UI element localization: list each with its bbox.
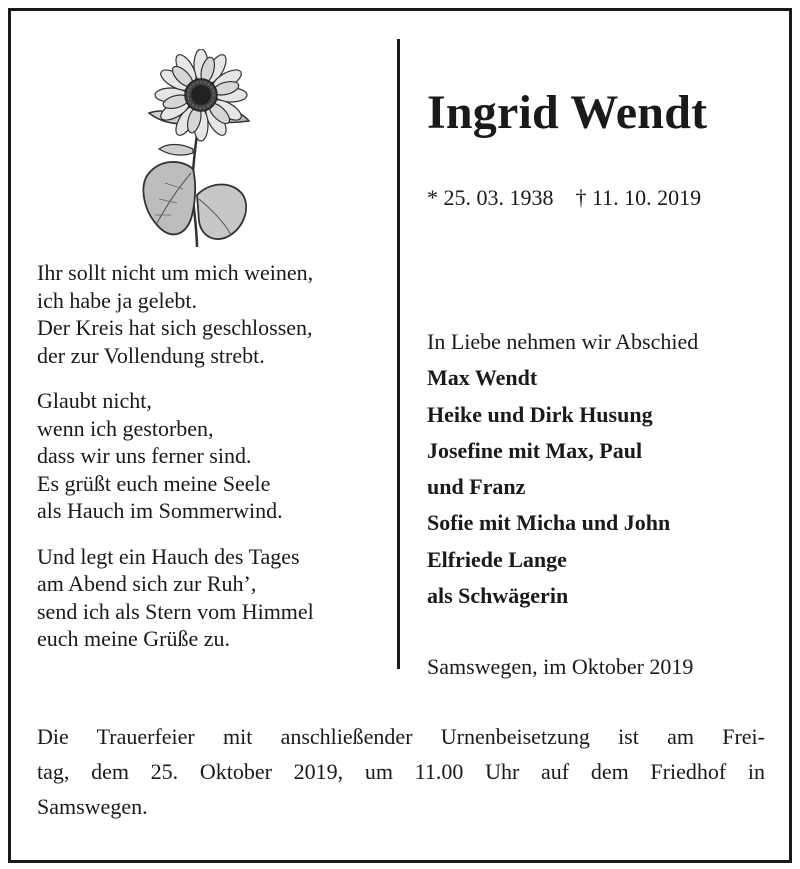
mourner-name: Heike und Dirk Husung — [427, 401, 653, 427]
service-line: Samswegen. — [37, 794, 148, 819]
mourner-name: Max Wendt — [427, 365, 538, 391]
column-divider — [397, 39, 400, 669]
poem-line: ich habe ja gelebt. — [37, 287, 198, 313]
poem-line: als Hauch im Sommerwind. — [37, 498, 283, 523]
poem-line: dass wir uns ferner sind. — [37, 443, 252, 468]
farewell-block — [427, 324, 698, 614]
poem-stanza — [37, 543, 387, 653]
poem-line: Es grüßt euch meine Seele — [37, 470, 271, 496]
poem-stanza — [37, 259, 387, 369]
poem-line: Der Kreis hat sich geschlossen, — [37, 315, 313, 340]
poem-line: Glaubt nicht, — [37, 388, 152, 413]
poem-line: Ihr sollt nicht um mich weinen, — [37, 260, 314, 285]
mourner-name: und Franz — [427, 474, 526, 500]
funeral-service-notice — [37, 719, 765, 824]
death-date: † 11. 10. 2019 — [575, 185, 702, 210]
mourner-name: Elfriede Lange — [427, 546, 567, 572]
poem-line: send ich als Stern vom Himmel — [37, 598, 314, 624]
mourner-name: Sofie mit Micha und John — [427, 510, 671, 536]
farewell-intro: In Liebe nehmen wir Abschied — [427, 329, 699, 354]
obituary-notice — [8, 8, 792, 863]
place-date: Samswegen, im Oktober 2019 — [427, 654, 694, 679]
mourner-name: als Schwägerin — [427, 583, 569, 609]
poem-line: am Abend sich zur Ruh’, — [37, 571, 257, 596]
birth-date: * 25. 03. 1938 — [427, 185, 554, 210]
poem-stanza — [37, 387, 387, 525]
service-line: tag, dem 25. Oktober 2019, um 11.00 Uhr auf dem Friedhof in — [37, 759, 765, 784]
sunflower-icon — [121, 49, 281, 249]
life-dates — [427, 185, 701, 211]
service-line: Die Trauerfeier mit anschließender Urnenbeisetzung ist am Frei- — [37, 724, 765, 749]
poem-line: der zur Vollendung strebt. — [37, 342, 265, 368]
poem-line: Und legt ein Hauch des Tages — [37, 543, 300, 569]
poem-line: euch meine Grüße zu. — [37, 626, 231, 651]
mourner-name: Josefine mit Max, Paul — [427, 437, 643, 463]
poem-line: wenn ich gestorben, — [37, 415, 214, 441]
deceased-name: Ingrid Wendt — [427, 86, 708, 139]
poem — [37, 259, 387, 671]
